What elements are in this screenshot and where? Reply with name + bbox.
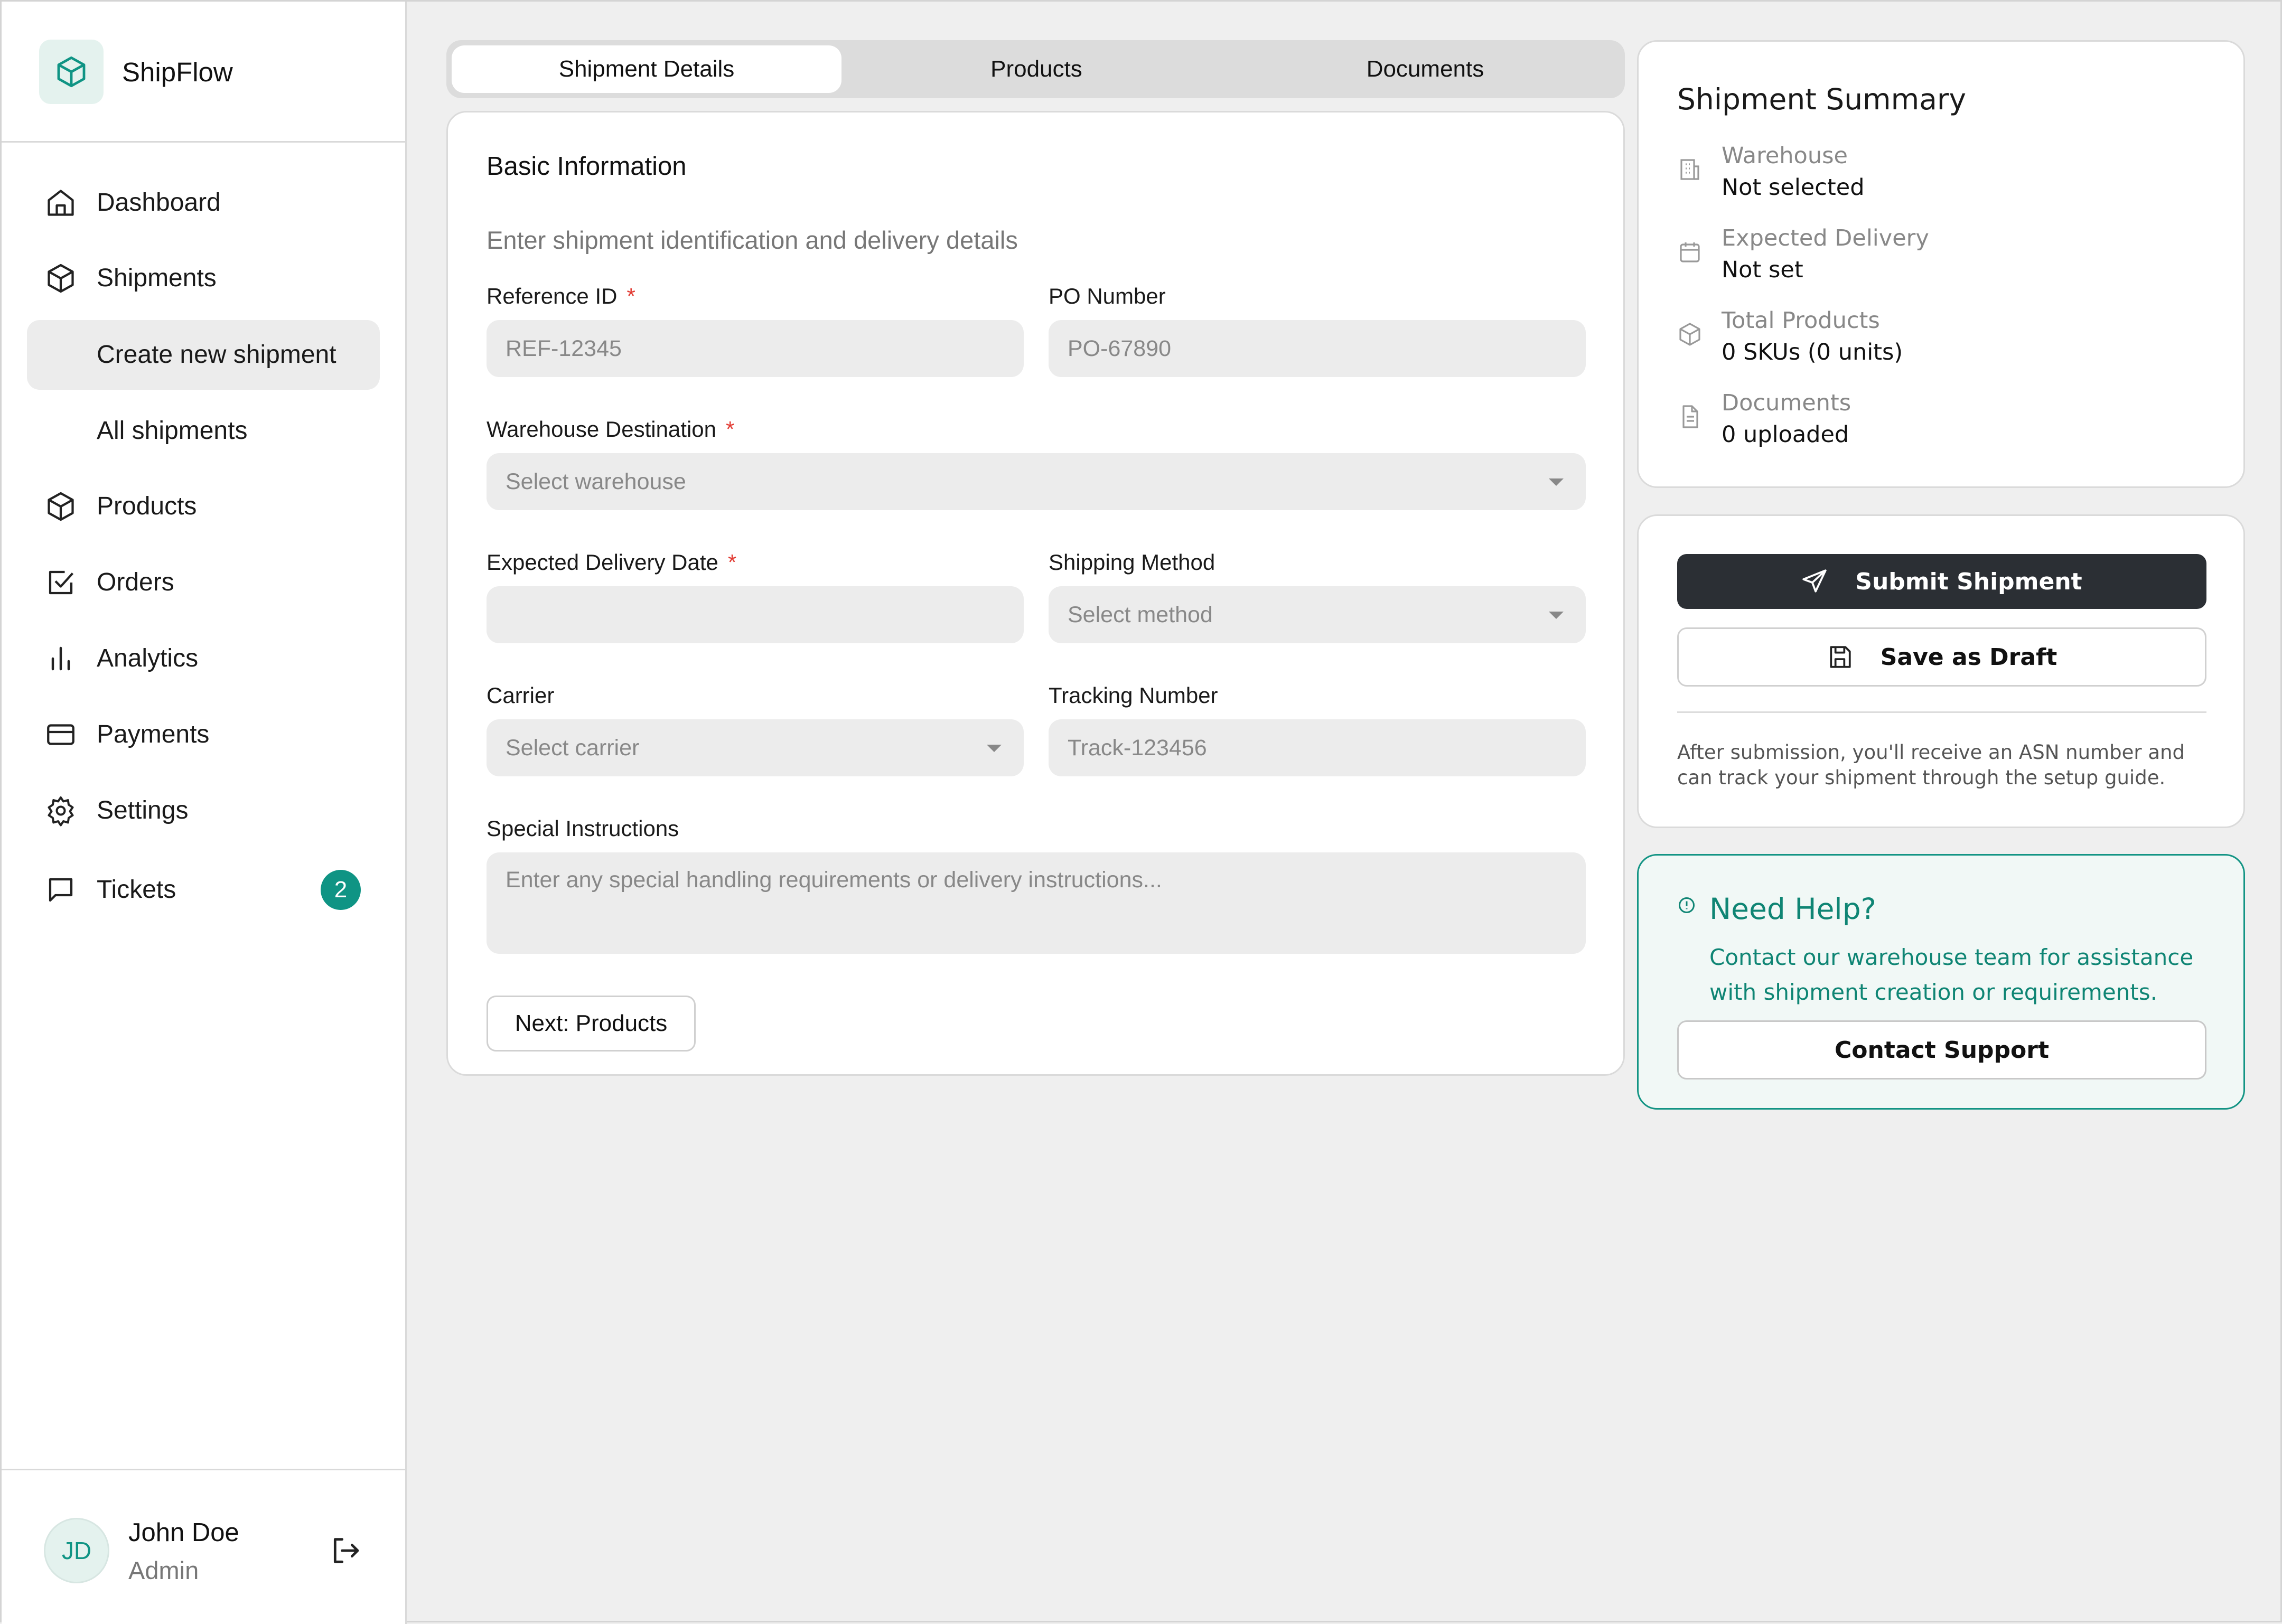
box-icon — [45, 491, 77, 522]
user-name: John Doe — [128, 1518, 239, 1547]
warehouse-destination-label: Warehouse Destination * — [487, 417, 735, 442]
user-role: Admin — [128, 1556, 199, 1584]
next-products-button[interactable]: Next: Products — [487, 996, 696, 1052]
summary-value: 0 uploaded — [1722, 421, 1849, 448]
required-asterisk: * — [626, 284, 635, 308]
divider — [1677, 711, 2206, 713]
help-text: Contact our warehouse team for assistance with shipment creation or requirements. — [1709, 944, 2194, 1005]
sidebar-item-label: Orders — [97, 568, 174, 596]
box-icon — [45, 262, 77, 294]
sidebar-item-settings[interactable] — [27, 776, 380, 846]
avatar: JD — [44, 1518, 109, 1583]
expected-delivery-date-label: Expected Delivery Date * — [487, 550, 737, 575]
actions-card — [1637, 514, 2245, 828]
carrier-select[interactable] — [487, 719, 1024, 776]
carrier-label: Carrier — [487, 683, 555, 708]
summary-row-expected-delivery — [1677, 224, 2205, 293]
special-instructions-label: Special Instructions — [487, 816, 679, 841]
need-help-card — [1637, 854, 2245, 1110]
brand — [2, 2, 405, 143]
basic-information-card — [446, 111, 1625, 1076]
sidebar-item-label: Shipments — [97, 264, 217, 292]
save-as-draft-label: Save as Draft — [1880, 643, 2057, 671]
summary-row-documents — [1677, 389, 2205, 458]
sidebar-item-products[interactable] — [27, 472, 380, 541]
chevron-down-icon — [1549, 612, 1564, 619]
gear-icon — [45, 795, 77, 827]
summary-title: Shipment Summary — [1677, 82, 1967, 116]
sidebar-item-payments[interactable] — [27, 700, 380, 769]
contact-support-button[interactable]: Contact Support — [1677, 1020, 2206, 1079]
warehouse-select-value: Select warehouse — [506, 468, 686, 494]
tab-documents[interactable]: Documents — [1366, 56, 1484, 82]
help-title: Need Help? — [1709, 892, 1876, 926]
shipping-method-select[interactable] — [1049, 586, 1586, 643]
tickets-count-badge: 2 — [321, 870, 361, 910]
sidebar-item-create-new-shipment[interactable] — [27, 320, 380, 390]
sidebar-item-label: Tickets — [97, 876, 176, 904]
app-name: ShipFlow — [122, 57, 233, 87]
sidebar — [2, 2, 407, 1624]
shipping-method-label: Shipping Method — [1049, 550, 1215, 575]
sidebar-item-tickets[interactable] — [27, 855, 380, 925]
user-profile — [2, 1469, 405, 1624]
chevron-down-icon — [1549, 478, 1564, 486]
document-icon — [1677, 404, 1703, 429]
summary-label: Expected Delivery — [1722, 225, 1929, 251]
reference-id-label: Reference ID * — [487, 284, 635, 308]
send-icon — [1801, 568, 1828, 595]
save-icon — [1827, 644, 1853, 670]
sidebar-item-orders[interactable] — [27, 548, 380, 617]
shipment-summary-card — [1637, 40, 2245, 488]
section-title: Basic Information — [487, 152, 687, 181]
sidebar-item-all-shipments[interactable] — [27, 396, 380, 466]
sidebar-item-analytics[interactable] — [27, 624, 380, 693]
summary-row-total-products — [1677, 307, 2205, 376]
calendar-icon — [1677, 239, 1703, 265]
tab-shipment-details[interactable]: Shipment Details — [452, 45, 841, 93]
tab-bar — [446, 40, 1625, 98]
shipping-method-select-value: Select method — [1068, 602, 1213, 627]
logo-cube-icon — [39, 40, 104, 104]
reference-id-input[interactable]: REF-12345 — [487, 320, 1024, 377]
sidebar-item-label: Payments — [97, 720, 210, 748]
credit-card-icon — [45, 719, 77, 750]
section-subtitle: Enter shipment identification and delivery details — [487, 226, 1018, 254]
message-icon — [45, 874, 77, 906]
home-icon — [45, 187, 77, 219]
summary-row-warehouse — [1677, 142, 2205, 211]
expected-delivery-date-input[interactable] — [487, 586, 1024, 643]
checkbox-icon — [45, 567, 77, 598]
sidebar-item-label: Dashboard — [97, 189, 221, 217]
sidebar-item-label: Products — [97, 492, 197, 520]
box-icon — [1677, 322, 1703, 347]
submit-shipment-button[interactable] — [1677, 554, 2206, 609]
tracking-number-input[interactable]: Track-123456 — [1049, 719, 1586, 776]
logout-icon[interactable] — [328, 1534, 362, 1567]
summary-label: Total Products — [1722, 307, 1880, 334]
sidebar-item-label: Create new shipment — [97, 341, 336, 369]
submission-note: After submission, you'll receive an ASN number and can track your shipment through the setup guide. — [1677, 741, 2185, 789]
chevron-down-icon — [987, 745, 1002, 752]
sidebar-item-dashboard[interactable] — [27, 168, 380, 238]
building-icon — [1677, 157, 1703, 182]
summary-value: Not set — [1722, 257, 1803, 283]
sidebar-item-label: All shipments — [97, 417, 248, 445]
summary-value: 0 SKUs (0 units) — [1722, 339, 1903, 365]
sidebar-item-label: Settings — [97, 796, 189, 824]
summary-label: Warehouse — [1722, 143, 1848, 169]
tracking-number-label: Tracking Number — [1049, 683, 1218, 708]
po-number-input[interactable]: PO-67890 — [1049, 320, 1586, 377]
carrier-select-value: Select carrier — [506, 735, 640, 761]
tab-products[interactable]: Products — [990, 56, 1082, 82]
sidebar-item-label: Analytics — [97, 644, 199, 672]
save-as-draft-button[interactable] — [1677, 627, 2206, 687]
bar-chart-icon — [45, 643, 77, 674]
required-asterisk: * — [727, 550, 737, 575]
info-icon — [1677, 896, 1696, 915]
po-number-label: PO Number — [1049, 284, 1166, 308]
sidebar-item-shipments[interactable] — [27, 243, 380, 313]
submit-shipment-label: Submit Shipment — [1855, 568, 2082, 595]
summary-label: Documents — [1722, 390, 1851, 416]
special-instructions-textarea[interactable]: Enter any special handling requirements or delivery instructions... — [487, 852, 1586, 954]
warehouse-select[interactable] — [487, 453, 1586, 510]
summary-value: Not selected — [1722, 174, 1865, 201]
required-asterisk: * — [726, 417, 735, 442]
